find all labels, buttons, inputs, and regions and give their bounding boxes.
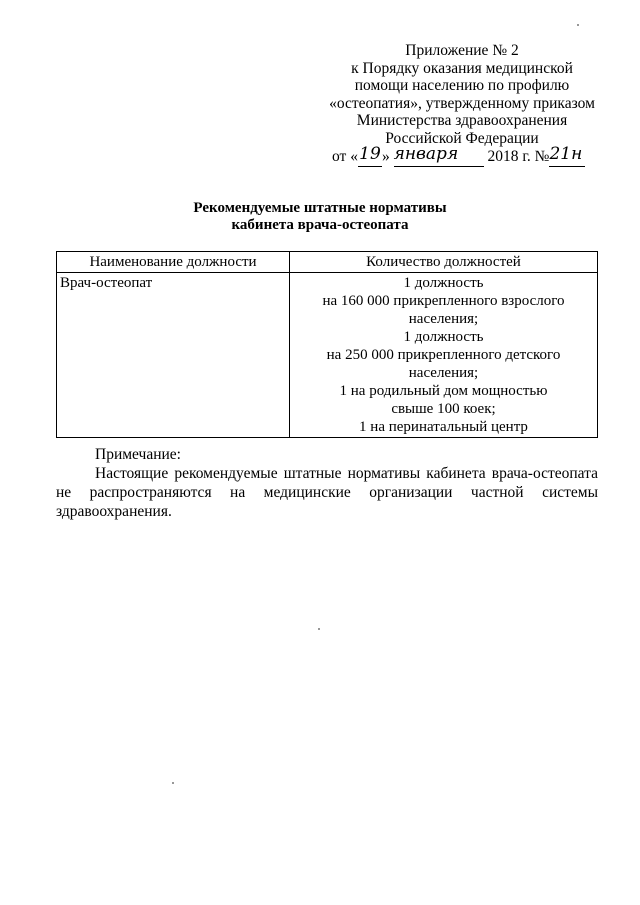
date-month: января — [393, 144, 459, 164]
count-line: 1 на родильный дом мощностью — [339, 383, 548, 399]
appendix-line: Российской Федерации — [385, 129, 539, 147]
column-header-position: Наименование должности — [57, 252, 290, 273]
note-heading: Примечание: — [95, 446, 181, 463]
order-date-line — [332, 146, 594, 167]
staffing-table — [56, 251, 598, 438]
scan-speck — [318, 628, 320, 630]
count-line: на 250 000 прикрепленного детского — [326, 347, 561, 363]
appendix-line: «остеопатия», утвержденному приказом — [329, 94, 595, 112]
appendix-line: к Порядку оказания медицинской — [351, 59, 573, 77]
date-year: 2018 г. № — [487, 148, 550, 165]
position-count-cell — [290, 273, 598, 438]
document-title — [100, 200, 540, 234]
note-section — [56, 445, 598, 521]
position-name-cell: Врач-остеопат — [57, 273, 290, 438]
note-text: Настоящие рекомендуемые штатные нормативы кабинета врача-остеопата не распространяются на медицинские организации частной системы здравоохранения. — [56, 465, 598, 520]
column-header-count: Количество должностей — [290, 252, 598, 273]
appendix-line: помощи населению по профилю — [354, 77, 570, 94]
count-line: населения; — [408, 311, 479, 327]
appendix-line: Приложение № 2 — [405, 42, 519, 59]
table-row — [57, 273, 598, 438]
table-header-row — [57, 252, 598, 273]
order-number-field — [549, 146, 585, 167]
date-prefix: от « — [332, 148, 358, 165]
appendix-header — [322, 42, 602, 147]
date-day: 19 — [359, 144, 381, 164]
scan-speck — [172, 782, 174, 784]
date-mid: » — [381, 148, 390, 165]
date-month-field — [394, 146, 484, 167]
date-day-field — [358, 146, 382, 167]
count-line: свыше 100 коек; — [391, 401, 496, 417]
count-line: населения; — [408, 365, 479, 381]
title-line-1: Рекомендуемые штатные нормативы — [193, 200, 447, 216]
title-line-2: кабинета врача-остеопата — [231, 217, 409, 233]
count-line: 1 должность — [403, 329, 484, 345]
appendix-line: Министерства здравоохранения — [356, 112, 568, 129]
count-line: 1 на перинатальный центр — [359, 419, 528, 435]
order-number: 21н — [549, 144, 583, 164]
count-line: на 160 000 прикрепленного взрослого — [322, 293, 565, 309]
scan-speck — [577, 24, 579, 26]
count-line: 1 должность — [403, 275, 484, 291]
